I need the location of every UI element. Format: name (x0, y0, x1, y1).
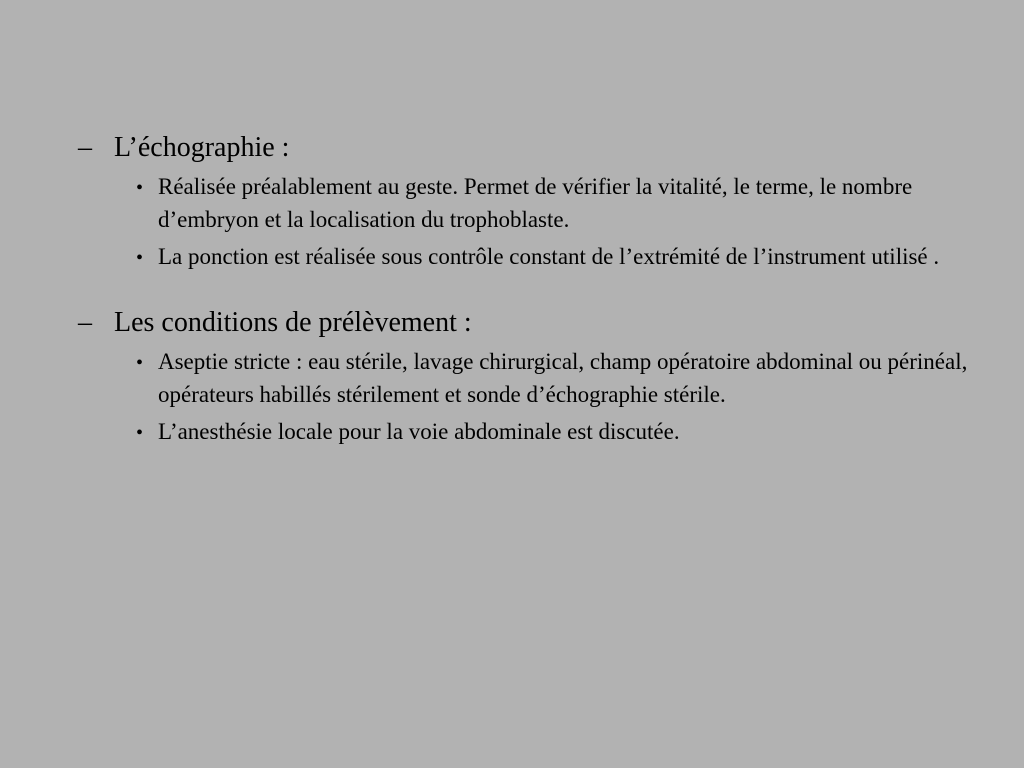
bullet-text: Aseptie stricte : eau stérile, lavage chirurgical, champ opératoire abdominal ou périnéal, opérateurs habillés stérilement et sonde d’échographie stérile. (158, 349, 968, 407)
section-conditions-prelevement (78, 303, 988, 450)
list-item (136, 345, 988, 411)
bullet-text: La ponction est réalisée sous contrôle constant de l’extrémité de l’instrument utilisé . (158, 244, 940, 269)
list-item (136, 240, 988, 275)
slide-content (78, 128, 988, 478)
bullet-icon: • (136, 177, 144, 199)
section-heading: L’échographie : (114, 132, 290, 163)
section-heading: Les conditions de prélèvement : (114, 307, 472, 338)
bullet-list (78, 170, 988, 275)
bullet-list (78, 345, 988, 450)
dash-bullet-icon: – (78, 132, 92, 163)
bullet-icon: • (136, 352, 144, 374)
section-echographie (78, 128, 988, 275)
bullet-text: Réalisée préalablement au geste. Permet de vérifier la vitalité, le terme, le nombre d’embryon et la localisation du trophoblaste. (158, 174, 913, 232)
dash-bullet-icon: – (78, 307, 92, 338)
section-heading-row (78, 128, 988, 168)
bullet-icon: • (136, 247, 144, 269)
bullet-icon: • (136, 422, 144, 444)
list-item (136, 170, 988, 236)
list-item (136, 415, 988, 450)
bullet-text: L’anesthésie locale pour la voie abdominale est discutée. (158, 419, 680, 444)
section-heading-row (78, 303, 988, 343)
